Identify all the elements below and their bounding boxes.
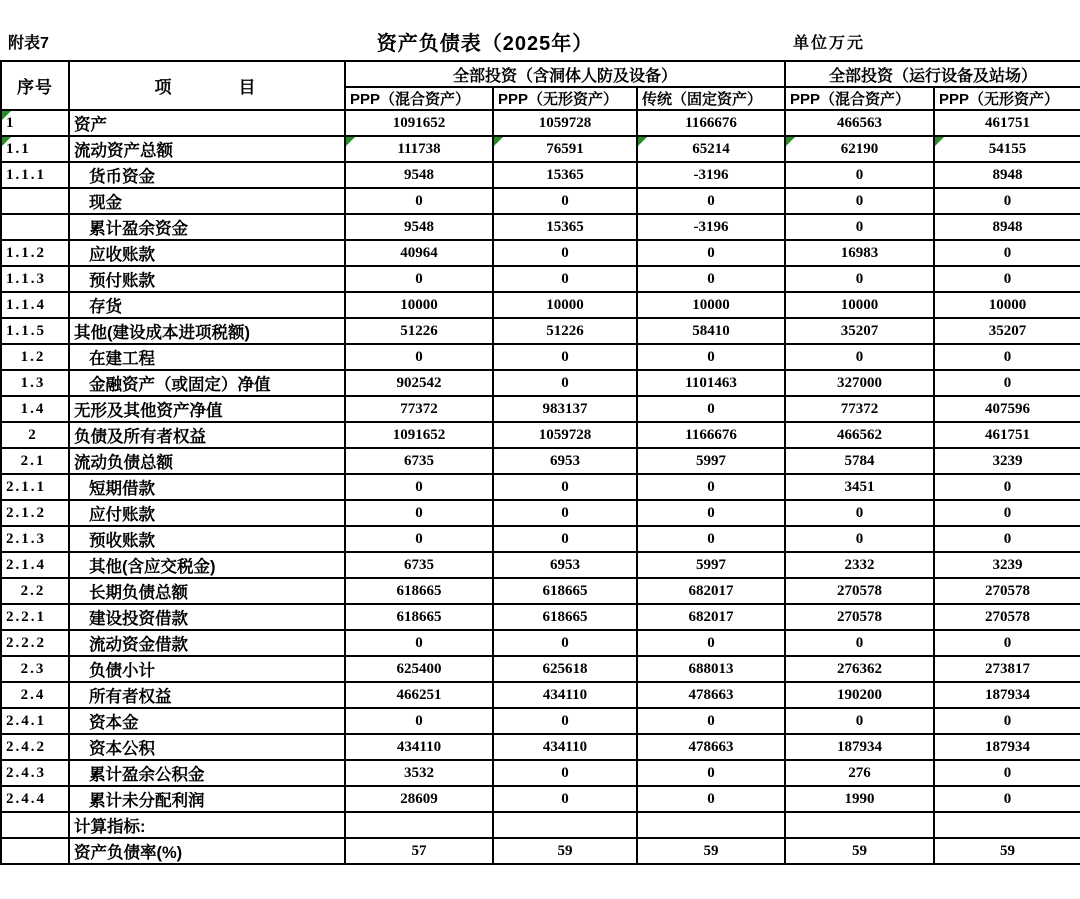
unit-label: 单位万元: [793, 35, 866, 52]
value-cell: [493, 812, 637, 838]
value-cell: 1166676: [637, 110, 785, 136]
value-cell: 0: [934, 500, 1080, 526]
value-cell: 59: [934, 838, 1080, 864]
value-cell: 0: [637, 474, 785, 500]
table-row: [1, 812, 1080, 838]
seq-cell: [1, 812, 69, 838]
value-cell: 0: [637, 266, 785, 292]
item-cell: 短期借款: [69, 474, 345, 500]
value-cell: 6953: [493, 448, 637, 474]
item-cell: 累计盈余资金: [69, 214, 345, 240]
table-row: [1, 448, 1080, 474]
value-cell: 1101463: [637, 370, 785, 396]
item-cell: 长期负债总额: [69, 578, 345, 604]
value-cell: 76591: [493, 136, 637, 162]
item-cell: 在建工程: [69, 344, 345, 370]
value-cell: 1059728: [493, 110, 637, 136]
value-cell: 0: [934, 708, 1080, 734]
item-cell: 其他(建设成本进项税额): [69, 318, 345, 344]
value-cell: 0: [493, 266, 637, 292]
value-cell: 57: [345, 838, 493, 864]
value-cell: 0: [934, 266, 1080, 292]
value-cell: 983137: [493, 396, 637, 422]
value-cell: 111738: [345, 136, 493, 162]
seq-cell: 2.2.1: [1, 604, 69, 630]
item-cell: 货币资金: [69, 162, 345, 188]
value-cell: 0: [637, 188, 785, 214]
table-row: [1, 656, 1080, 682]
value-cell: 618665: [493, 578, 637, 604]
header-ppp-intangible-1: PPP（无形资产）: [493, 87, 637, 110]
value-cell: 461751: [934, 422, 1080, 448]
value-cell: 77372: [345, 396, 493, 422]
seq-cell: 2.4.4: [1, 786, 69, 812]
item-cell: 流动资产总额: [69, 136, 345, 162]
value-cell: 434110: [345, 734, 493, 760]
value-cell: 0: [345, 266, 493, 292]
seq-cell: 1.1: [1, 136, 69, 162]
seq-cell: 1.1.2: [1, 240, 69, 266]
seq-cell: 1.1.5: [1, 318, 69, 344]
value-cell: 0: [493, 708, 637, 734]
seq-cell: [1, 214, 69, 240]
item-cell: 负债小计: [69, 656, 345, 682]
value-cell: 6735: [345, 552, 493, 578]
value-cell: 0: [493, 344, 637, 370]
value-cell: 270578: [785, 604, 934, 630]
value-cell: 1990: [785, 786, 934, 812]
item-cell: 应收账款: [69, 240, 345, 266]
value-cell: 0: [785, 630, 934, 656]
value-cell: 434110: [493, 682, 637, 708]
seq-cell: 1.1.3: [1, 266, 69, 292]
header-item: 项 目: [69, 61, 345, 110]
value-cell: 8948: [934, 214, 1080, 240]
value-cell: 5997: [637, 448, 785, 474]
value-cell: 0: [493, 786, 637, 812]
value-cell: 10000: [637, 292, 785, 318]
header-ppp-mixed-1: PPP（混合资产）: [345, 87, 493, 110]
table-row: [1, 188, 1080, 214]
value-cell: 3532: [345, 760, 493, 786]
seq-cell: 2.2.2: [1, 630, 69, 656]
seq-cell: 1.1.4: [1, 292, 69, 318]
attachment-label: 附表7: [8, 35, 49, 52]
value-cell: 0: [934, 526, 1080, 552]
table-row: [1, 838, 1080, 864]
table-row: [1, 240, 1080, 266]
value-cell: 0: [785, 188, 934, 214]
value-cell: [785, 812, 934, 838]
table-row: [1, 474, 1080, 500]
value-cell: 40964: [345, 240, 493, 266]
table-row: [1, 422, 1080, 448]
item-cell: 存货: [69, 292, 345, 318]
value-cell: 618665: [345, 604, 493, 630]
value-cell: 59: [785, 838, 934, 864]
table-row: [1, 630, 1080, 656]
table-row: [1, 318, 1080, 344]
value-cell: 478663: [637, 734, 785, 760]
seq-cell: 2: [1, 422, 69, 448]
value-cell: 187934: [934, 682, 1080, 708]
seq-cell: 1.3: [1, 370, 69, 396]
value-cell: 0: [637, 344, 785, 370]
value-cell: 0: [637, 708, 785, 734]
table-row: [1, 760, 1080, 786]
value-cell: 0: [934, 630, 1080, 656]
value-cell: 466563: [785, 110, 934, 136]
seq-cell: 1.1.1: [1, 162, 69, 188]
item-cell: 累计未分配利润: [69, 786, 345, 812]
title-bar: [0, 0, 1080, 60]
value-cell: 0: [934, 240, 1080, 266]
seq-cell: 2.2: [1, 578, 69, 604]
value-cell: 0: [934, 786, 1080, 812]
value-cell: 187934: [934, 734, 1080, 760]
value-cell: 10000: [934, 292, 1080, 318]
value-cell: 0: [345, 500, 493, 526]
value-cell: 1166676: [637, 422, 785, 448]
seq-cell: 2.1.3: [1, 526, 69, 552]
value-cell: 51226: [493, 318, 637, 344]
value-cell: 0: [637, 526, 785, 552]
value-cell: 54155: [934, 136, 1080, 162]
value-cell: 10000: [345, 292, 493, 318]
table-row: [1, 786, 1080, 812]
value-cell: 270578: [934, 578, 1080, 604]
value-cell: 0: [493, 760, 637, 786]
value-cell: 0: [785, 162, 934, 188]
item-cell: 流动资金借款: [69, 630, 345, 656]
table-body: [1, 110, 1080, 864]
table-row: [1, 214, 1080, 240]
item-cell: 现金: [69, 188, 345, 214]
value-cell: 0: [934, 344, 1080, 370]
header-traditional-fixed: 传统（固定资产）: [637, 87, 785, 110]
table-row: [1, 500, 1080, 526]
value-cell: 5997: [637, 552, 785, 578]
value-cell: 0: [637, 240, 785, 266]
value-cell: 0: [934, 760, 1080, 786]
value-cell: 77372: [785, 396, 934, 422]
value-cell: [934, 812, 1080, 838]
value-cell: 618665: [493, 604, 637, 630]
header-group-investment-2: 全部投资（运行设备及站场）: [785, 61, 1080, 87]
value-cell: 276362: [785, 656, 934, 682]
value-cell: 5784: [785, 448, 934, 474]
value-cell: 466251: [345, 682, 493, 708]
value-cell: 276: [785, 760, 934, 786]
seq-cell: [1, 188, 69, 214]
value-cell: 0: [934, 370, 1080, 396]
value-cell: 273817: [934, 656, 1080, 682]
value-cell: 10000: [785, 292, 934, 318]
table-row: [1, 682, 1080, 708]
seq-cell: 2.4.1: [1, 708, 69, 734]
value-cell: 478663: [637, 682, 785, 708]
value-cell: 15365: [493, 214, 637, 240]
value-cell: 0: [637, 630, 785, 656]
seq-cell: 2.1: [1, 448, 69, 474]
value-cell: 688013: [637, 656, 785, 682]
value-cell: 0: [493, 188, 637, 214]
value-cell: 51226: [345, 318, 493, 344]
value-cell: 466562: [785, 422, 934, 448]
value-cell: 682017: [637, 604, 785, 630]
table-row: [1, 344, 1080, 370]
seq-cell: 2.4.3: [1, 760, 69, 786]
item-cell: 建设投资借款: [69, 604, 345, 630]
item-cell: 累计盈余公积金: [69, 760, 345, 786]
item-cell: 资产: [69, 110, 345, 136]
value-cell: 65214: [637, 136, 785, 162]
value-cell: 6953: [493, 552, 637, 578]
value-cell: 270578: [934, 604, 1080, 630]
item-cell: 负债及所有者权益: [69, 422, 345, 448]
value-cell: 0: [345, 708, 493, 734]
value-cell: 270578: [785, 578, 934, 604]
value-cell: 6735: [345, 448, 493, 474]
value-cell: 0: [934, 474, 1080, 500]
table-row: [1, 708, 1080, 734]
value-cell: 0: [345, 188, 493, 214]
value-cell: 618665: [345, 578, 493, 604]
value-cell: 327000: [785, 370, 934, 396]
table-row: [1, 396, 1080, 422]
table-row: [1, 136, 1080, 162]
value-cell: 0: [785, 500, 934, 526]
value-cell: -3196: [637, 162, 785, 188]
value-cell: 8948: [934, 162, 1080, 188]
page-title: 资产负债表（2025年）: [376, 33, 594, 55]
seq-cell: 2.1.4: [1, 552, 69, 578]
item-cell: 计算指标:: [69, 812, 345, 838]
value-cell: 9548: [345, 214, 493, 240]
header-group-investment-1: 全部投资（含洞体人防及设备）: [345, 61, 785, 87]
header-row-groups: [1, 61, 1080, 87]
table-row: [1, 292, 1080, 318]
header-ppp-intangible-2: PPP（无形资产）: [934, 87, 1080, 110]
value-cell: 625400: [345, 656, 493, 682]
value-cell: 0: [493, 526, 637, 552]
value-cell: 625618: [493, 656, 637, 682]
value-cell: 0: [345, 474, 493, 500]
seq-cell: 2.3: [1, 656, 69, 682]
value-cell: 0: [345, 630, 493, 656]
seq-cell: 2.1.2: [1, 500, 69, 526]
item-cell: 其他(含应交税金): [69, 552, 345, 578]
value-cell: 0: [785, 526, 934, 552]
seq-cell: 2.4: [1, 682, 69, 708]
value-cell: 59: [637, 838, 785, 864]
value-cell: 9548: [345, 162, 493, 188]
table-row: [1, 552, 1080, 578]
value-cell: 0: [637, 396, 785, 422]
item-cell: 无形及其他资产净值: [69, 396, 345, 422]
value-cell: 62190: [785, 136, 934, 162]
item-cell: 预收账款: [69, 526, 345, 552]
item-cell: 所有者权益: [69, 682, 345, 708]
value-cell: 35207: [785, 318, 934, 344]
value-cell: [637, 812, 785, 838]
value-cell: 0: [345, 344, 493, 370]
value-cell: 0: [493, 630, 637, 656]
value-cell: 58410: [637, 318, 785, 344]
header-ppp-mixed-2: PPP（混合资产）: [785, 87, 934, 110]
value-cell: 0: [785, 266, 934, 292]
value-cell: 3451: [785, 474, 934, 500]
value-cell: 59: [493, 838, 637, 864]
table-row: [1, 526, 1080, 552]
value-cell: -3196: [637, 214, 785, 240]
value-cell: 0: [785, 708, 934, 734]
value-cell: 2332: [785, 552, 934, 578]
table-row: [1, 370, 1080, 396]
seq-cell: 2.4.2: [1, 734, 69, 760]
seq-cell: 1: [1, 110, 69, 136]
value-cell: 0: [493, 370, 637, 396]
value-cell: 0: [637, 500, 785, 526]
value-cell: 3239: [934, 552, 1080, 578]
item-cell: 资本金: [69, 708, 345, 734]
balance-sheet-table: [0, 60, 1080, 865]
value-cell: 0: [934, 188, 1080, 214]
value-cell: 902542: [345, 370, 493, 396]
value-cell: 0: [785, 344, 934, 370]
seq-cell: 1.2: [1, 344, 69, 370]
value-cell: 35207: [934, 318, 1080, 344]
value-cell: 0: [785, 214, 934, 240]
item-cell: 资产负债率(%): [69, 838, 345, 864]
value-cell: 190200: [785, 682, 934, 708]
table-row: [1, 604, 1080, 630]
value-cell: 0: [637, 760, 785, 786]
value-cell: 1059728: [493, 422, 637, 448]
item-cell: 资本公积: [69, 734, 345, 760]
table-row: [1, 162, 1080, 188]
table-row: [1, 734, 1080, 760]
value-cell: 434110: [493, 734, 637, 760]
value-cell: 1091652: [345, 422, 493, 448]
value-cell: 15365: [493, 162, 637, 188]
value-cell: 10000: [493, 292, 637, 318]
seq-cell: 2.1.1: [1, 474, 69, 500]
seq-cell: [1, 838, 69, 864]
value-cell: 187934: [785, 734, 934, 760]
value-cell: 407596: [934, 396, 1080, 422]
seq-cell: 1.4: [1, 396, 69, 422]
item-cell: 金融资产（或固定）净值: [69, 370, 345, 396]
value-cell: 461751: [934, 110, 1080, 136]
value-cell: 28609: [345, 786, 493, 812]
value-cell: 16983: [785, 240, 934, 266]
value-cell: 0: [493, 240, 637, 266]
item-cell: 应付账款: [69, 500, 345, 526]
value-cell: 0: [493, 500, 637, 526]
value-cell: 1091652: [345, 110, 493, 136]
value-cell: 682017: [637, 578, 785, 604]
item-cell: 预付账款: [69, 266, 345, 292]
item-cell: 流动负债总额: [69, 448, 345, 474]
value-cell: 0: [493, 474, 637, 500]
header-seq: 序号: [1, 61, 69, 110]
table-row: [1, 266, 1080, 292]
value-cell: 0: [345, 526, 493, 552]
table-row: [1, 110, 1080, 136]
value-cell: [345, 812, 493, 838]
value-cell: 3239: [934, 448, 1080, 474]
table-header: [1, 61, 1080, 110]
table-row: [1, 578, 1080, 604]
value-cell: 0: [637, 786, 785, 812]
